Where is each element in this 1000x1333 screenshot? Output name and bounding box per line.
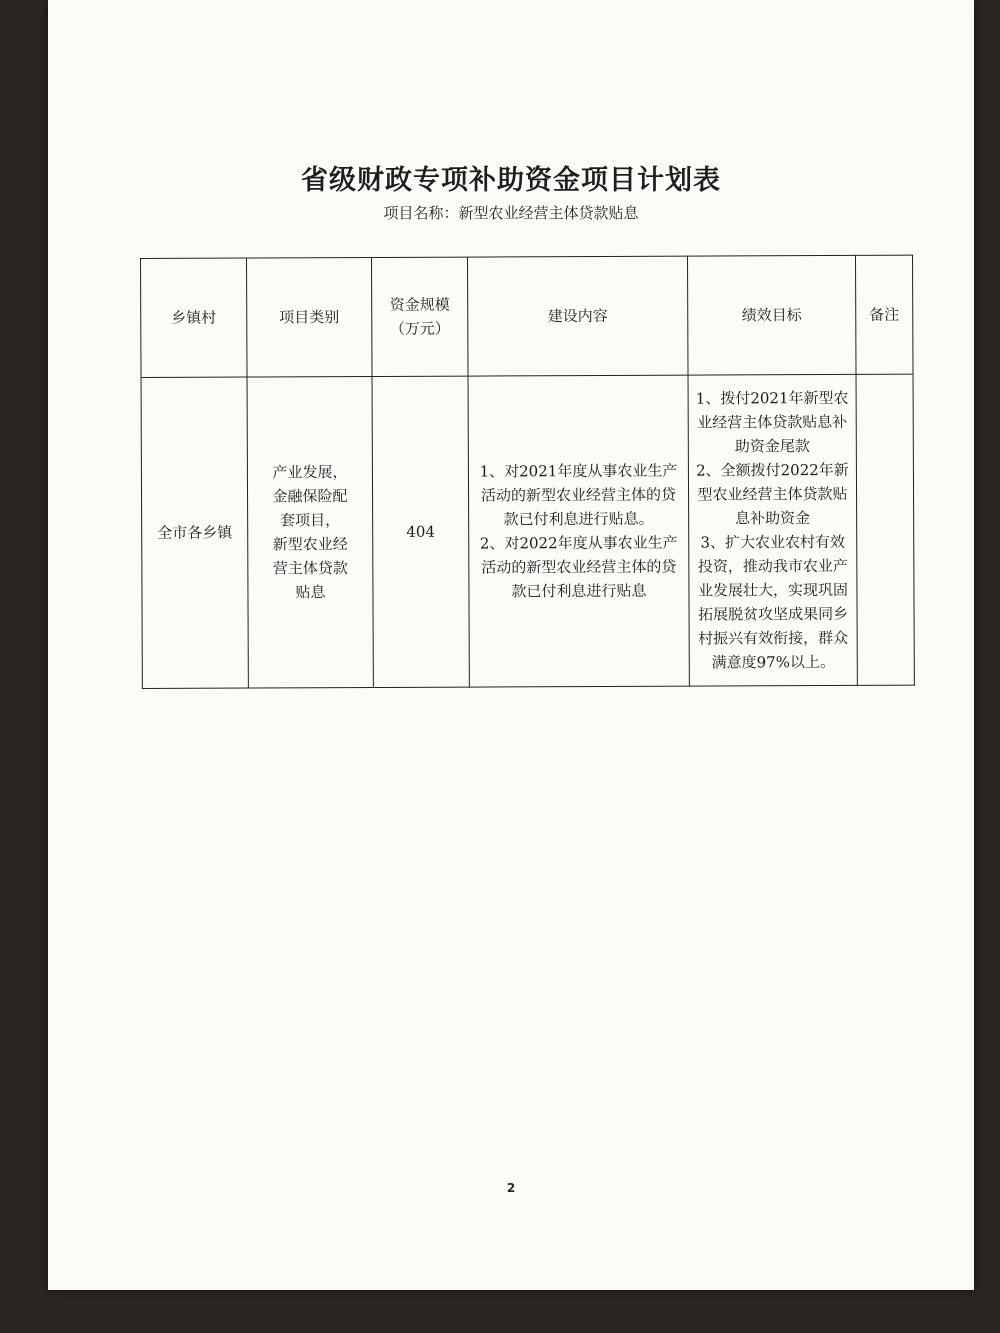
document-title: 省级财政专项补助资金项目计划表 <box>301 165 721 196</box>
cell-town: 全市各乡镇 <box>141 377 248 688</box>
header-content: 建设内容 <box>467 256 688 376</box>
table-header-row <box>141 255 914 377</box>
cell-category: 产业发展， 金融保险配 套项目， 新型农业经 营主体贷款 贴息 <box>247 376 373 688</box>
cell-remarks <box>856 374 914 685</box>
project-name: 项目名称：新型农业经营主体贷款贴息 <box>383 204 639 222</box>
header-remarks: 备注 <box>855 255 913 374</box>
header-category: 项目类别 <box>247 257 373 377</box>
header-performance: 绩效目标 <box>687 255 856 375</box>
table-row <box>141 374 914 688</box>
cell-content: 1、对2021年度从事农业生产活动的新型农业经营主体的贷款已付利息进行贴息。 2、对2022年度从事农业生产活动的新型农业经营主体的贷款已付利息进行贴息 <box>468 375 689 687</box>
cell-performance: 1、拨付2021年新型农业经营主体贷款贴息补助资金尾款 2、全额拨付2022年新型农业经营主体贷款贴息补助资金 3、扩大农业农村有效投资，推动我市农业产业发展壮大，实现巩固拓展脱贫攻坚成果同乡村振兴有效衔接，群众满意度97%以上。 <box>688 374 857 686</box>
document-page <box>48 0 974 1290</box>
header-town: 乡镇村 <box>141 258 248 377</box>
header-funds: 资金规模 （万元） <box>371 257 468 376</box>
plan-table <box>140 255 915 689</box>
page-number: 2 <box>506 1181 516 1195</box>
cell-funds: 404 <box>372 376 469 687</box>
